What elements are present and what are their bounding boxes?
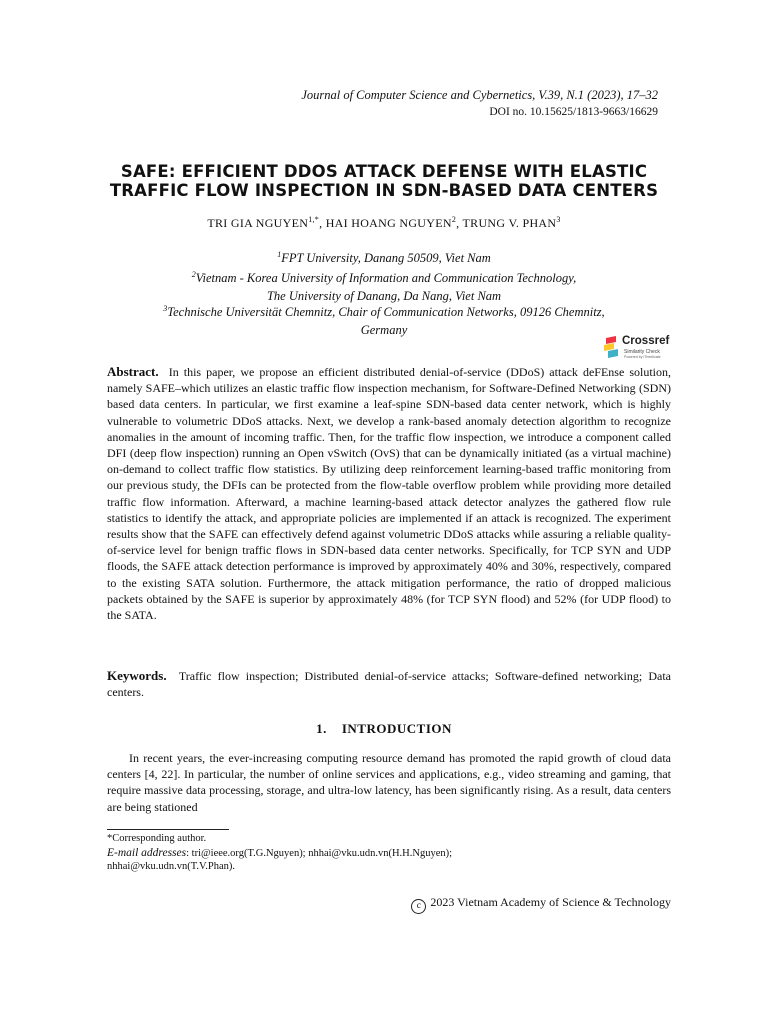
email-label: E-mail addresses xyxy=(107,847,187,859)
author-separator: , xyxy=(456,216,463,230)
abstract-label: Abstract. xyxy=(107,364,159,379)
footnote-emails-cont: nhhai@vku.udn.vn(T.V.Phan). xyxy=(107,861,235,872)
author-mark: 2 xyxy=(451,215,457,224)
crossref-subtitle: Similarity Check xyxy=(624,349,660,355)
email-list: : tri@ieee.org(T.G.Nguyen); nhhai@vku.udn.vn(H.H.Nguyen); xyxy=(186,848,453,859)
affiliation-text: Vietnam - Korea University of Information and Communication Technology, xyxy=(195,271,577,285)
author-mark: 3 xyxy=(556,215,561,224)
keywords-label: Keywords. xyxy=(107,668,167,683)
abstract-text: In this paper, we propose an efficient distributed denial-of-service (DDoS) attack deFEnse solution, namely SAFE–which utilizes an elastic traffic flow inspection mechanism, for Software-Defined Networking (SDN) based data centers. In particular, we first examine a leaf-spine SDN-based data center network, which is highly vulnerable to volumetric DDoS attacks. Next, we develop a rank-based anomaly detection algorithm to recognize anomalies in the amount of incoming traffic. Then, for the traffic flow inspection, we introduce a component called DFI (deep flow inspection) running an Open vSwitch (OvS) that can be dynamically initiated (as a virtual machine) on-demand to collect traffic flow statistics. By utilizing deep reinforcement learning-based traffic monitoring from our previous study, the DFIs can be protected from the flow-table overflow problem while providing more detailed traffic flow information. Afterward, a machine learning-based attack detector analyzes the gathered flow rule statistics to identify the attack, and appropriate policies are implemented if an attack is recognized. The experiment results show that the SAFE can effectively defend against volumetric DDoS attacks while assuring a reliable quality-of-service level for benign traffic flows in SDN-based data center networks. Specifically, for TCP SYN and UDP floods, the SAFE attack detection performance is improved by approximately 40% and 30%, respectively, compared to the existing SATA solution. Furthermore, the attack mitigation performance, the ratio of dropped malicious packets obtained by the SAFE is superior by approximately 48% (for TCP SYN flood) and 52% (for UDP flood) to the SATA. xyxy=(107,365,672,623)
copyright-text: 2023 Vietnam Academy of Science & Technology xyxy=(430,895,671,909)
author-name: HAI HOANG NGUYEN xyxy=(325,216,452,230)
affiliation-3 xyxy=(100,304,668,339)
author-separator: , xyxy=(319,216,326,230)
abstract xyxy=(107,364,671,623)
footnote-rule xyxy=(107,829,229,830)
affiliation-text: Germany xyxy=(360,322,408,337)
copyright-symbol-icon: c xyxy=(411,899,426,914)
affiliation-text: The University of Danang, Da Nang, Viet Nam xyxy=(266,288,502,303)
affiliation-text: Technische Universität Chemnitz, Chair of Communication Networks, 09126 Chemnitz, xyxy=(167,305,605,319)
section-heading: 1. INTRODUCTION xyxy=(316,721,452,736)
affiliation-2 xyxy=(100,270,668,305)
keywords-text: Traffic flow inspection; Distributed denial-of-service attacks; Software-defined networking; Data centers. xyxy=(107,669,671,700)
title-line-2: TRAFFIC FLOW INSPECTION IN SDN-BASED DATA CENTERS xyxy=(109,181,659,200)
author-name: TRI GIA NGUYEN xyxy=(207,216,309,230)
footnote-emails xyxy=(107,846,671,861)
copyright-line xyxy=(411,895,671,914)
crossref-logo-icon xyxy=(604,336,620,358)
affiliation-mark: 3 xyxy=(163,304,168,313)
affiliation-mark: 2 xyxy=(191,270,196,279)
affiliation-1 xyxy=(100,250,668,268)
title-line-1: SAFE: EFFICIENT DDOS ATTACK DEFENSE WITH ELASTIC xyxy=(120,162,648,181)
keywords xyxy=(107,668,671,700)
affiliation-mark: 1 xyxy=(277,250,282,259)
footnote-corresponding: *Corresponding author. xyxy=(107,833,207,844)
crossref-name: Crossref xyxy=(622,335,670,347)
crossref-badge[interactable] xyxy=(604,334,674,360)
author-list xyxy=(100,216,668,231)
doi-line: DOI no. 10.15625/1813-9663/16629 xyxy=(489,106,658,118)
intro-paragraph: In recent years, the ever-increasing computing resource demand has promoted the rapid growth of cloud data centers [4, 22]. In particular, the number of online services and applications, e.g., video streaming and gaming, that require massive data processing, storage, and ultra-low latency, has been significantly rising. As a result, data centers are being stationed xyxy=(107,751,671,814)
paper-title xyxy=(100,162,668,200)
author-name: TRUNG V. PHAN xyxy=(462,216,557,230)
author-mark: 1,* xyxy=(308,215,320,224)
crossref-powered: Powered by iThenticate xyxy=(624,355,661,359)
affiliation-text: FPT University, Danang 50509, Viet Nam xyxy=(281,251,491,265)
journal-citation: Journal of Computer Science and Cybernetics, V.39, N.1 (2023), 17–32 xyxy=(301,88,658,102)
